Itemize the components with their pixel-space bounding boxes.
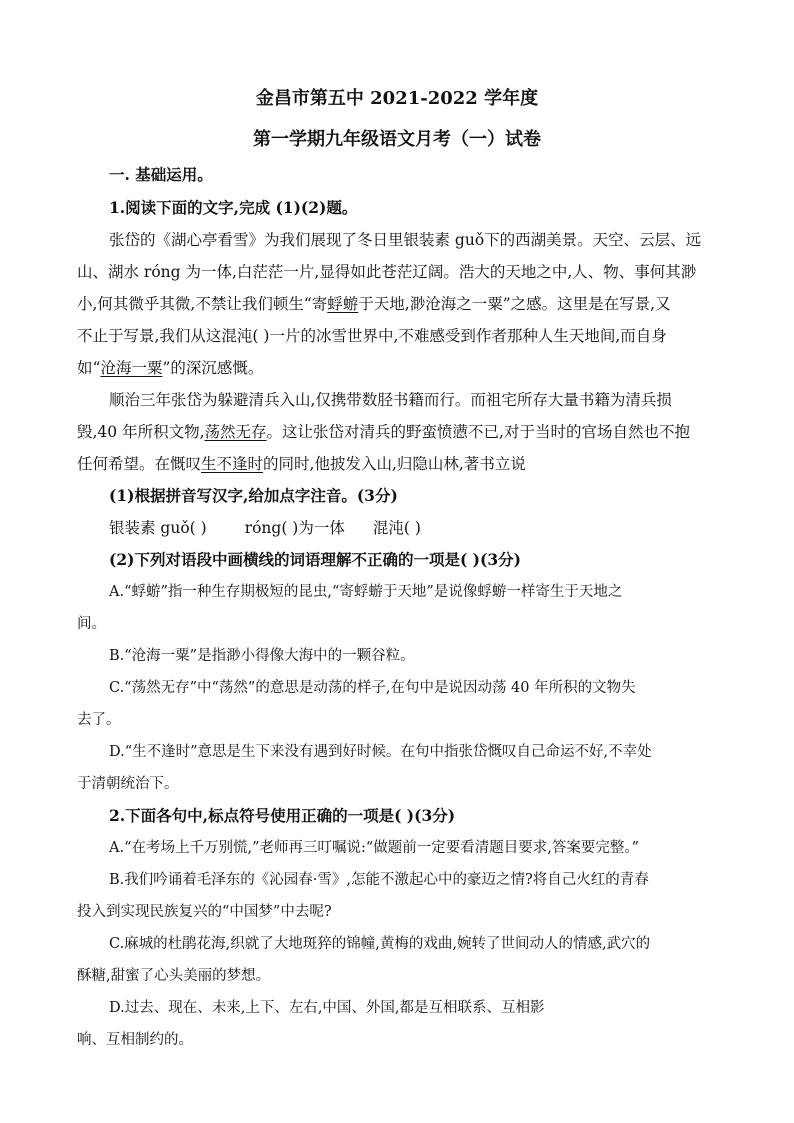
underlined-term-fuyou: 蜉蝣 xyxy=(327,295,359,313)
passage-p2-line2 xyxy=(77,422,690,442)
blank-rong[interactable]: róng( )为一体 xyxy=(244,519,345,537)
passage-p1-line4: 不止于写景,我们从这混沌( )一片的冰雪世界中,不难感受到作者那种人生天地间,而自身 xyxy=(77,327,667,345)
passage-text: 毁,40 年所积文物, xyxy=(77,423,205,441)
passage-text: 。这让张岱对清兵的野蛮愤懑不已,对于当时的官场自然也不抱 xyxy=(266,423,690,441)
subquestion1-blanks xyxy=(109,518,421,538)
passage-p1-line5 xyxy=(77,358,263,378)
passage-p1-line3 xyxy=(77,294,671,314)
passage-p2-line1: 顺治三年张岱为躲避清兵入山,仅携带数胫书籍而行。而祖宅所存大量书籍为清兵损 xyxy=(109,391,672,409)
section1-heading: 一. 基础运用。 xyxy=(109,165,213,184)
passage-text: 的同时,他披发入山,归隐山林,著书立说 xyxy=(263,455,526,473)
exam-title-line1: 金昌市第五中 2021-2022 学年度 xyxy=(255,88,539,109)
option-b[interactable]: B.“沧海一粟”是指渺小得像大海中的一颗谷粒。 xyxy=(109,648,415,664)
question2-stem: 2.下面各句中,标点符号使用正确的一项是( )(3分) xyxy=(109,806,456,825)
option-a-line1[interactable]: A.“蜉蝣”指一种生存期极短的昆虫,“寄蜉蝣于天地”是说像蜉蝣一样寄生于天地之 xyxy=(109,584,623,600)
q2-option-c-line2: 酥糖,甜蜜了心头美丽的梦想。 xyxy=(77,968,271,984)
underlined-term-dangran: 荡然无存 xyxy=(204,423,267,441)
passage-text: 于天地,渺沧海之一粟”之感。这里是在写景,又 xyxy=(358,295,671,313)
passage-text: 任何希望。在慨叹 xyxy=(77,455,202,473)
option-d-line1[interactable]: D.“生不逢时”意思是生下来没有遇到好时候。在句中指张岱慨叹自己命运不好,不幸处 xyxy=(109,744,652,760)
option-c-line1[interactable]: C.“荡然无存”中“荡然”的意思是动荡的样子,在句中是说因动荡 40 年所积的文物失 xyxy=(109,680,636,696)
subquestion2-stem: (2)下列对语段中画横线的词语理解不正确的一项是( )(3分) xyxy=(109,550,521,569)
passage-p1-line1: 张岱的《湖心亭看雪》为我们展现了冬日里银装素 guǒ下的西湖美景。天空、云层、远 xyxy=(109,231,702,249)
q2-option-b-line1[interactable]: B.我们吟诵着毛泽东的《沁园春·雪》,怎能不激起心中的豪迈之情?将自己火红的青春 xyxy=(109,872,649,888)
passage-p2-line3 xyxy=(77,454,526,474)
passage-text: ”的深沉感慨。 xyxy=(162,359,264,377)
q2-option-c-line1[interactable]: C.麻城的杜鹃花海,织就了大地斑猝的锦幢,黄梅的戏曲,婉转了世间动人的情感,武穴的 xyxy=(109,936,651,952)
q2-option-d-line1[interactable]: D.过去、现在、未来,上下、左右,中国、外国,都是互相联系、互相影 xyxy=(109,1000,545,1016)
subquestion1-stem: (1)根据拼音写汉字,给加点字注音。(3分) xyxy=(109,486,398,505)
q2-option-a[interactable]: A.“在考场上千万别慌,”老师再三叮嘱说:“做题前一定要看清题目要求,答案要完整。” xyxy=(109,840,640,856)
option-d-line2: 于清朝统治下。 xyxy=(77,776,179,792)
blank-guo[interactable]: 银装素 guǒ( ) xyxy=(109,519,207,537)
q2-option-b-line2: 投入到实现民族复兴的“中国梦”中去呢? xyxy=(77,904,332,920)
underlined-term-canghai: 沧海一粟 xyxy=(100,359,163,377)
passage-p1-line2: 山、湖水 róng 为一体,白茫茫一片,显得如此苍茫辽阔。浩大的天地之中,人、物、事何其渺 xyxy=(77,263,697,281)
option-c-line2: 去了。 xyxy=(77,712,121,728)
blank-hundun[interactable]: 混沌( ) xyxy=(372,519,421,537)
passage-text: 如“ xyxy=(77,359,101,377)
q2-option-d-line2: 响、互相制约的。 xyxy=(77,1032,193,1048)
passage-text: 小,何其微乎其微,不禁让我们顿生“寄 xyxy=(77,295,328,313)
exam-title-line2: 第一学期九年级语文月考（一）试卷 xyxy=(253,129,541,150)
question1-stem: 1.阅读下面的文字,完成 (1)(2)题。 xyxy=(109,198,358,217)
option-a-line2: 间。 xyxy=(77,616,106,632)
underlined-term-shengbu: 生不逢时 xyxy=(201,455,264,473)
